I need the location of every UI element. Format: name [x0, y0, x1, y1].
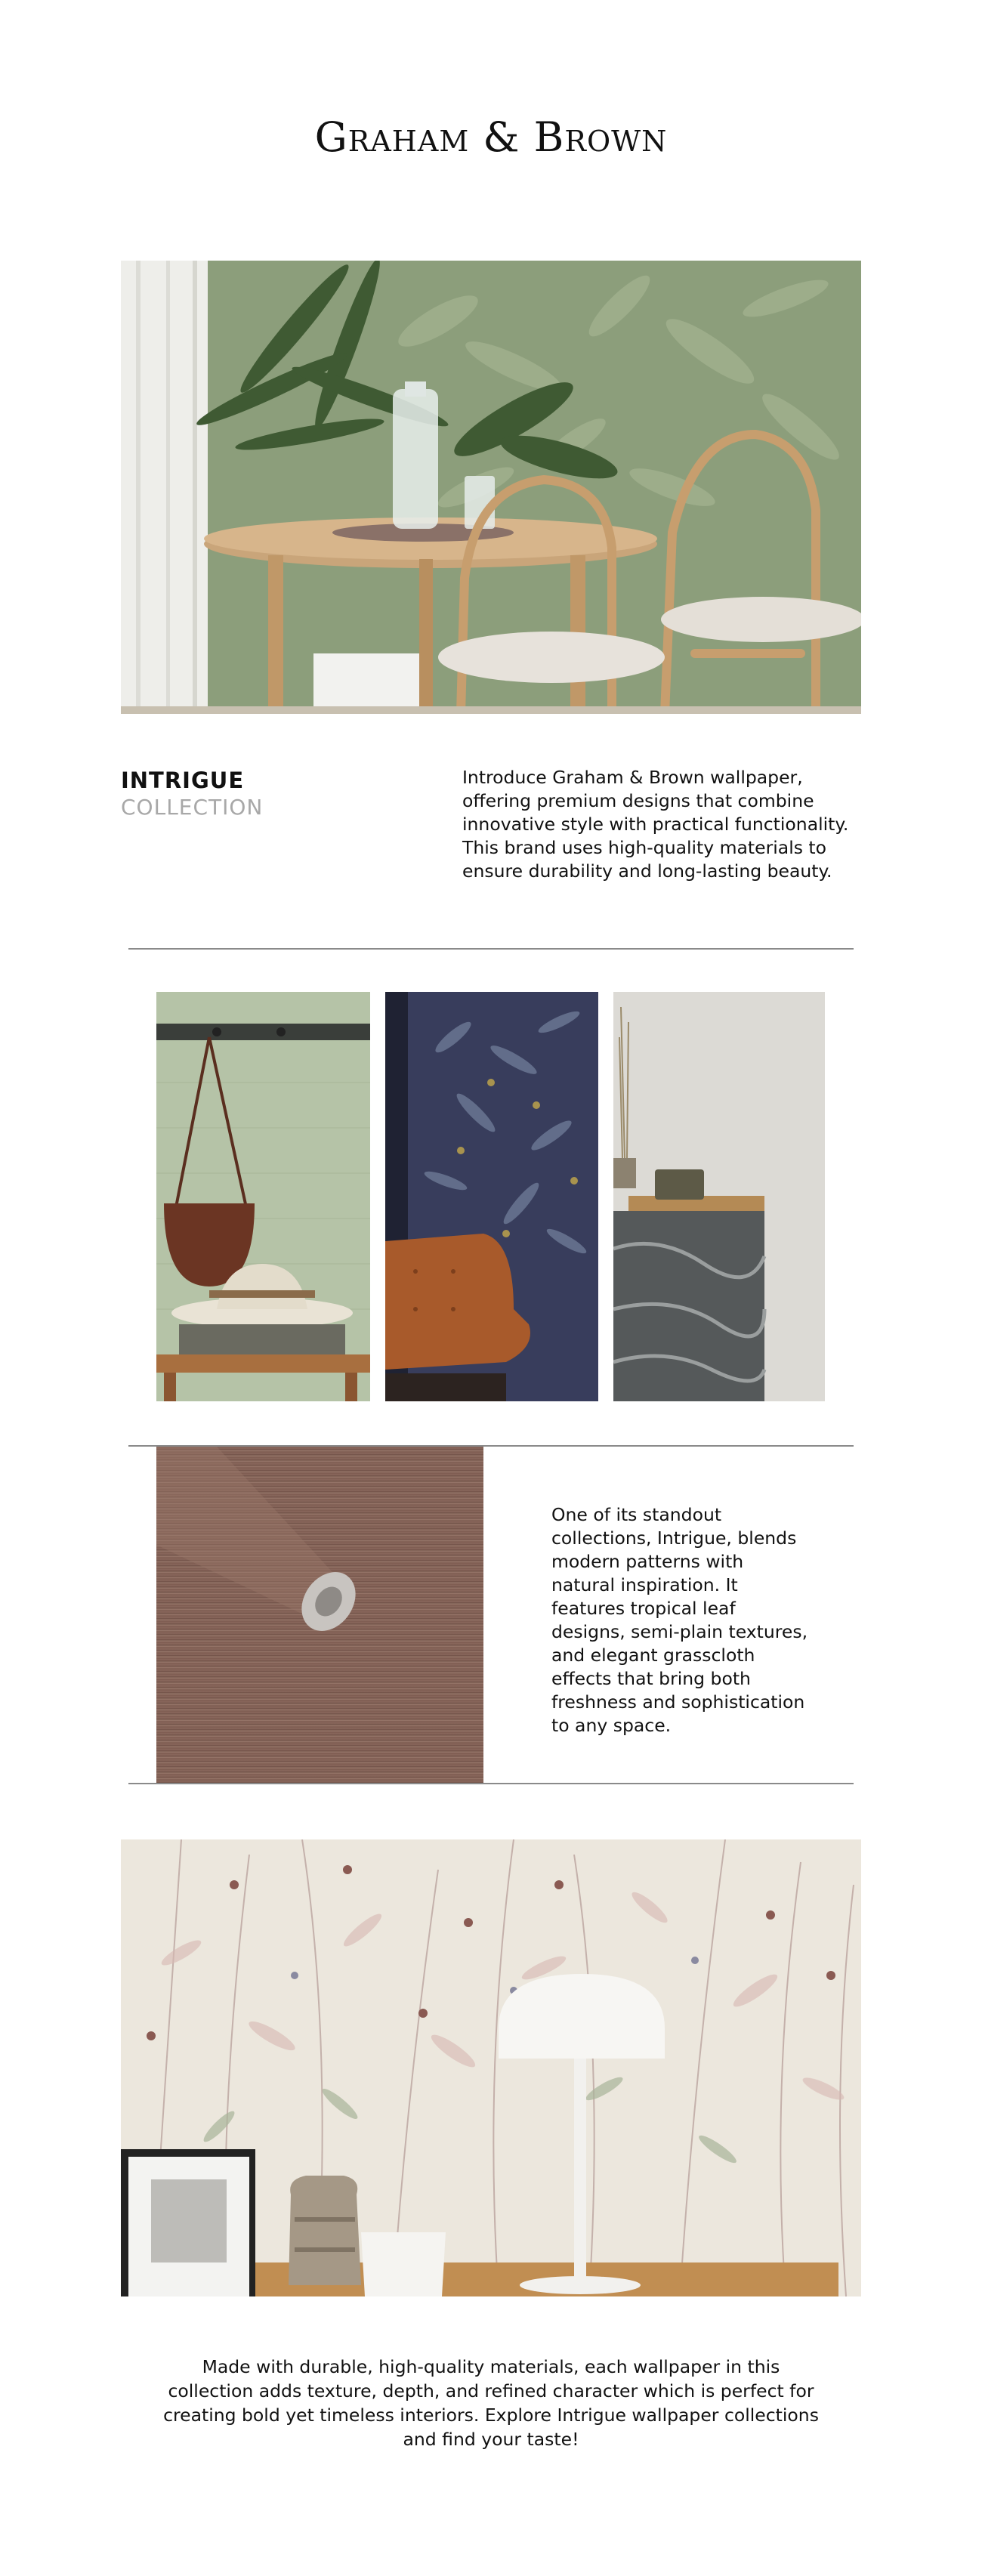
- collection-title: INTRIGUE: [121, 768, 245, 793]
- panel-botanical-chair: [385, 992, 598, 1401]
- divider-3: [128, 1783, 854, 1784]
- grasscloth-roll-image: [156, 1447, 483, 1783]
- hero-image-dining-room: [121, 261, 861, 714]
- floral-illustration: [121, 1839, 861, 2296]
- brand-logo: Graham & Brown: [314, 113, 668, 161]
- feature-paragraph: One of its standout collections, Intrigue, blends modern patterns with natural inspiration. It features tropical leaf designs, semi-plain textures, and elegant grasscloth effects that bring both freshness and sophistication to any space.: [551, 1504, 808, 1736]
- collection-subtitle: COLLECTION: [121, 795, 264, 820]
- panel-2-illustration: [385, 992, 598, 1401]
- panel-plaster-marble: [613, 992, 825, 1401]
- divider-1: [128, 948, 854, 950]
- panel-1-illustration: [156, 992, 370, 1401]
- panel-3-illustration: [613, 992, 825, 1401]
- hero-illustration: [121, 261, 861, 714]
- closing-paragraph: Made with durable, high-quality materials, each wallpaper in this collection adds texture, depth, and refined character which is perfect for creating bold yet timeless interiors. Explore Intrigue wallpaper collections and find your taste!: [163, 2356, 819, 2450]
- intro-paragraph: Introduce Graham & Brown wallpaper, offering premium designs that combine innovative style with practical functionality. This brand uses high-quality materials to ensure durability and long-lasting beauty.: [462, 767, 849, 882]
- roll-illustration: [156, 1447, 483, 1783]
- panel-grasscloth-bag: [156, 992, 370, 1401]
- floral-wallpaper-lamp-image: [121, 1839, 861, 2296]
